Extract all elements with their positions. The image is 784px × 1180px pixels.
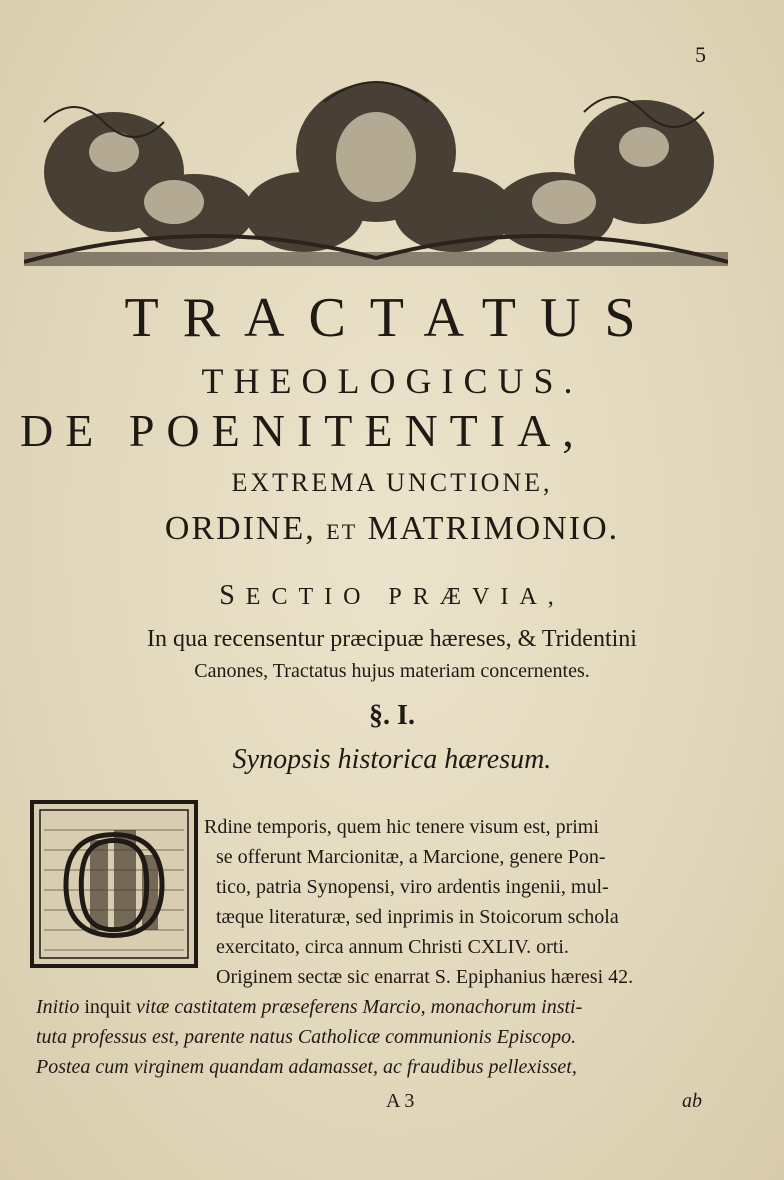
section-heading-initial: S (219, 580, 246, 611)
title-line-5-et: ET (326, 519, 358, 544)
body-line-6: Originem sectæ sic enarrat S. Epiphanius hæresi 42. (216, 966, 634, 988)
body-line-5: exercitato, circa annum Christi CXLIV. orti. (216, 936, 569, 958)
section-heading (0, 580, 784, 612)
body-line-7-rest: vitæ castitatem præseferens Marcio, monachorum insti- (136, 996, 583, 1018)
body-line-3: tico, patria Synopensi, viro ardentis ingenii, mul- (216, 876, 609, 898)
title-line-2: THEOLOGICUS. (201, 361, 583, 401)
catchword: ab (682, 1090, 702, 1112)
title-line-1: TRACTATUS (124, 287, 660, 349)
title-line-4: EXTREMA UNCTIONE, (231, 468, 553, 497)
body-line-7-initio: Initio (36, 996, 80, 1018)
body-line-2: se offerunt Marcionitæ, a Marcione, genere Pon- (216, 846, 606, 868)
section-subtitle-1: In qua recensentur præcipuæ hæreses, & Tridentini (147, 626, 637, 652)
body-line-1: Rdine temporis, quem hic tenere visum est, primi (204, 816, 599, 838)
section-subtitle-2: Canones, Tractatus hujus materiam concernentes. (194, 660, 590, 682)
title-line-5-matrimonio: MATRIMONIO. (367, 510, 620, 547)
paragraph-mark: §. I. (369, 700, 415, 731)
paragraph-title: Synopsis historica hæresum. (232, 744, 552, 775)
body-line-7 (36, 996, 582, 1019)
body-line-4: tæque literaturæ, sed inprimis in Stoicorum schola (216, 906, 619, 928)
title-line-5-ordine: ORDINE, (164, 510, 316, 547)
body-line-8: tuta professus est, parente natus Catholicæ communionis Episcopo. (36, 1026, 577, 1048)
title-line-5 (0, 510, 784, 548)
initial-letter-glyph: O (59, 801, 169, 967)
body-line-7-inquit: inquit (84, 996, 132, 1018)
page-number: 5 (695, 42, 706, 67)
body-line-9: Postea cum virginem quandam adamasset, ac fraudibus pellexisset, (36, 1056, 577, 1078)
title-line-3: DE POENITENTIA, (20, 405, 586, 456)
engraved-headpiece-ornament (24, 62, 728, 278)
section-heading-rest: ECTIO PRÆVIA, (245, 584, 565, 610)
decorated-initial-letter (30, 800, 198, 968)
signature-mark: A 3 (386, 1090, 415, 1112)
